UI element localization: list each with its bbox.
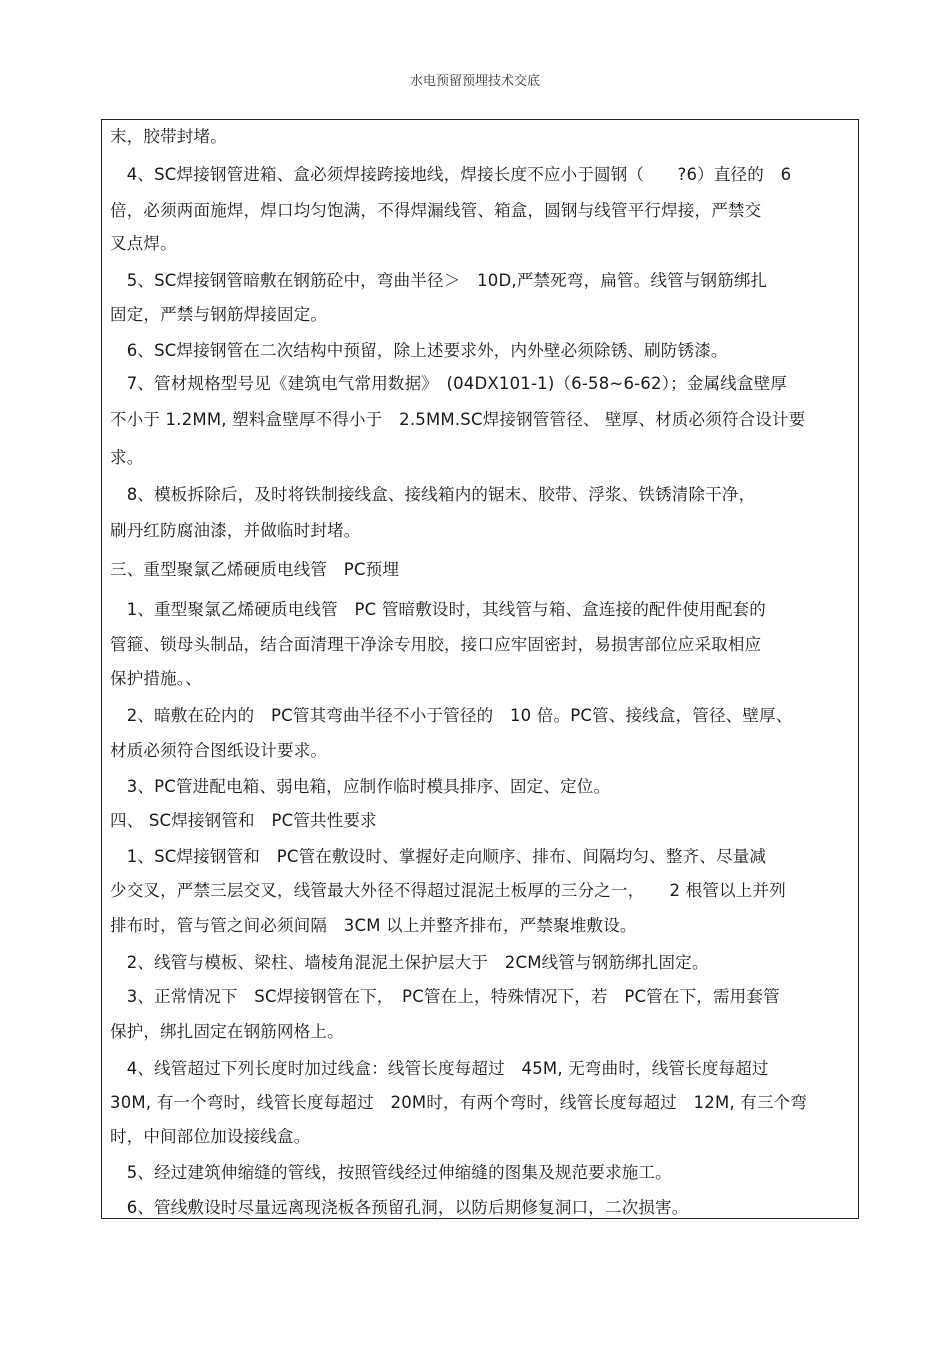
text-line: 时，中间部位加设接线盒。 [110, 1127, 311, 1146]
text-line: 4、线管超过下列长度时加过线盒：线管长度每超过 45M, 无弯曲时，线管长度每超过 [110, 1059, 769, 1078]
text-line: 6、管线敷设时尽量远离现浇板各预留孔洞，以防后期修复洞口，二次损害。 [110, 1198, 689, 1217]
text-line: 材质必须符合图纸设计要求。 [110, 741, 328, 760]
text-line: 30M, 有一个弯时，线管长度每超过 20M时，有两个弯时，线管长度每超过 12M, 有三个弯 [110, 1093, 808, 1112]
text-line: 2、暗敷在砼内的 PC管其弯曲半径不小于管径的 10 倍。PC管、接线盒，管径、壁厚、 [110, 706, 793, 725]
text-line: 少交叉，严禁三层交叉，线管最大外径不得超过混泥土板厚的三分之一， 2 根管以上并列 [110, 881, 786, 900]
text-line: 排布时，管与管之间必须间隔 3CM 以上并整齐排布，严禁聚堆敷设。 [110, 916, 637, 935]
text-line: 固定，严禁与钢筋焊接固定。 [110, 305, 328, 324]
page-header-title: 水电预留预埋技术交底 [409, 74, 540, 89]
content-table-cell [101, 119, 859, 1219]
text-line: 求。 [110, 448, 144, 467]
text-line: 1、重型聚氯乙烯硬质电线管 PC 管暗敷设时，其线管与箱、盒连接的配件使用配套的 [110, 600, 766, 619]
text-line: 2、线管与模板、梁柱、墙棱角混泥土保护层大于 2CM线管与钢筋绑扎固定。 [110, 953, 709, 972]
text-line: 倍，必须两面施焊，焊口均匀饱满，不得焊漏线管、箱盒，圆钢与线管平行焊接，严禁交 [110, 201, 762, 220]
text-line: 不小于 1.2MM, 塑料盒壁厚不得小于 2.5MM.SC焊接钢管管径、 壁厚、材质必须符合设计要 [110, 410, 806, 429]
text-line: 管箍、锁母头制品，结合面清理干净涂专用胶，接口应牢固密封，易损害部位应采取相应 [110, 635, 762, 654]
text-line: 8、模板拆除后，及时将铁制接线盒、接线箱内的锯末、胶带、浮浆、铁锈清除干净， [110, 485, 756, 504]
text-line: 刷丹红防腐油漆，并做临时封堵。 [110, 521, 361, 540]
text-line: 3、PC管进配电箱、弱电箱，应制作临时模具排序、固定、定位。 [110, 777, 611, 796]
text-line: 3、正常情况下 SC焊接钢管在下， PC管在上，特殊情况下，若 PC管在下，需用套管 [110, 987, 780, 1006]
text-line: 4、SC焊接钢管进箱、盒必须焊接跨接地线，焊接长度不应小于圆钢（ ?6）直径的 6 [110, 165, 792, 184]
text-line: 末，胶带封堵。 [110, 127, 227, 146]
text-line: 7、管材规格型号见《建筑电气常用数据》 (04DX101-1)（6-58~6-62）；金属线盒壁厚 [110, 374, 788, 393]
text-line: 保护，绑扎固定在钢筋网格上。 [110, 1022, 344, 1041]
section-heading: 三、重型聚氯乙烯硬质电线管 PC预埋 [110, 560, 400, 579]
text-line: 叉点焊。 [110, 234, 177, 253]
text-line: 5、SC焊接钢管暗敷在钢筋砼中，弯曲半径＞ 10D,严禁死弯，扁管。线管与钢筋绑扎 [110, 271, 768, 290]
text-line: 6、SC焊接钢管在二次结构中预留，除上述要求外，内外壁必须除锈、刷防锈漆。 [110, 341, 728, 360]
text-line: 保护措施。、 [110, 669, 202, 688]
text-line: 5、经过建筑伸缩缝的管线，按照管线经过伸缩缝的图集及规范要求施工。 [110, 1163, 672, 1182]
text-line: 1、SC焊接钢管和 PC管在敷设时、掌握好走向顺序、排布、间隔均匀、整齐、尽量减 [110, 847, 767, 866]
section-heading: 四、 SC焊接钢管和 PC管共性要求 [110, 811, 377, 830]
